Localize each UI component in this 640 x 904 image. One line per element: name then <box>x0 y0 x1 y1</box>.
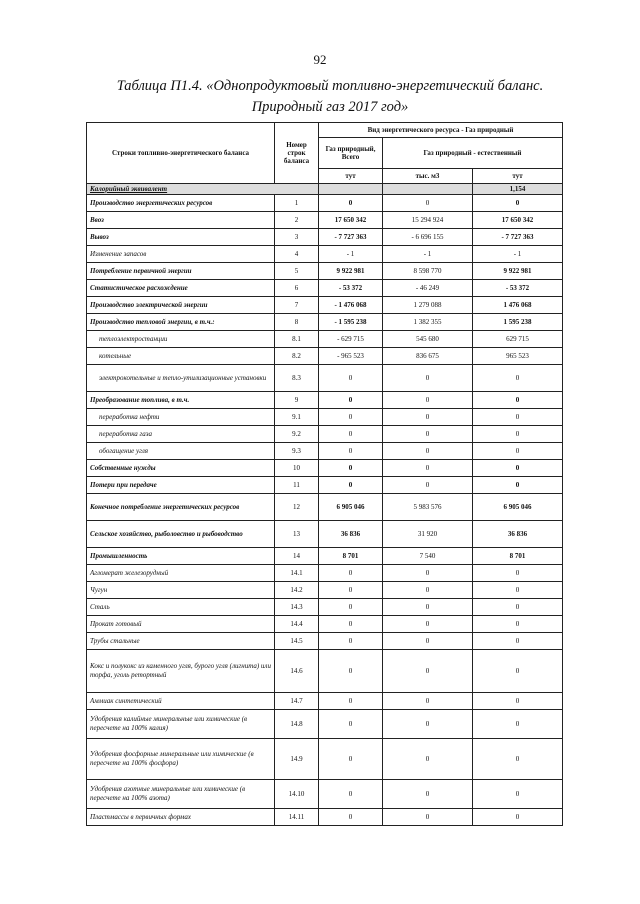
value-total-tut: 0 <box>319 599 383 616</box>
table-row <box>87 693 563 710</box>
value-total-tut: 0 <box>319 460 383 477</box>
row-label: Производство электрической энергии <box>87 297 275 314</box>
value-natural-tut: 629 715 <box>473 331 563 348</box>
table-row <box>87 426 563 443</box>
value-total-tut: 36 836 <box>319 521 383 548</box>
row-number: 14.4 <box>275 616 319 633</box>
value-natural-tut: 0 <box>473 599 563 616</box>
table-row <box>87 477 563 494</box>
table-row <box>87 460 563 477</box>
row-number: 13 <box>275 521 319 548</box>
row-label: Производство энергетических ресурсов <box>87 195 275 212</box>
value-natural-tut: 1 476 068 <box>473 297 563 314</box>
value-natural-tut: 0 <box>473 365 563 392</box>
row-number: 1 <box>275 195 319 212</box>
value-natural-m3: 15 294 924 <box>383 212 473 229</box>
header-resource-group: Вид энергетического ресурса - Газ природный <box>319 123 563 138</box>
value-natural-m3: 0 <box>383 392 473 409</box>
header-natural: Газ природный - естественный <box>383 138 563 169</box>
row-number: 5 <box>275 263 319 280</box>
table-row <box>87 739 563 780</box>
value-natural-tut: 6 905 046 <box>473 494 563 521</box>
row-label: переработка нефти <box>87 409 275 426</box>
value-total-tut: 0 <box>319 565 383 582</box>
value-natural-m3: 0 <box>383 809 473 826</box>
row-label: Агломерат железорудный <box>87 565 275 582</box>
value-natural-m3: - 1 <box>383 246 473 263</box>
table-row <box>87 314 563 331</box>
value-natural-tut: 0 <box>473 739 563 780</box>
row-number: 8 <box>275 314 319 331</box>
value-natural-tut: 0 <box>473 477 563 494</box>
row-number: 8.3 <box>275 365 319 392</box>
calorific-row <box>87 184 563 195</box>
value-natural-tut: 0 <box>473 616 563 633</box>
row-number: 14.8 <box>275 710 319 739</box>
value-natural-m3: 0 <box>383 693 473 710</box>
value-natural-tut: 0 <box>473 409 563 426</box>
table-row <box>87 650 563 693</box>
value-natural-m3: 0 <box>383 780 473 809</box>
table-row <box>87 331 563 348</box>
balance-table <box>86 122 563 826</box>
value-natural-m3: 0 <box>383 710 473 739</box>
value-total-tut: 0 <box>319 633 383 650</box>
row-number: 14.10 <box>275 780 319 809</box>
row-number: 14.3 <box>275 599 319 616</box>
header-row-label: Строки топливно-энергетического баланса <box>87 123 275 184</box>
value-natural-tut: - 7 727 363 <box>473 229 563 246</box>
value-natural-m3: 0 <box>383 616 473 633</box>
value-natural-m3: 0 <box>383 565 473 582</box>
row-number: 14.11 <box>275 809 319 826</box>
value-natural-m3: 1 382 355 <box>383 314 473 331</box>
row-number: 10 <box>275 460 319 477</box>
value-total-tut: - 1 476 068 <box>319 297 383 314</box>
table-row <box>87 297 563 314</box>
value-total-tut: - 1 595 238 <box>319 314 383 331</box>
title-line-2: Природный газ 2017 год» <box>251 99 409 115</box>
value-natural-tut: 0 <box>473 809 563 826</box>
value-natural-m3: 5 983 576 <box>383 494 473 521</box>
value-total-tut: 9 922 981 <box>319 263 383 280</box>
table-row <box>87 521 563 548</box>
value-natural-m3: 8 598 770 <box>383 263 473 280</box>
value-natural-m3: 545 680 <box>383 331 473 348</box>
row-label: Статистическое расхождение <box>87 280 275 297</box>
value-natural-tut: 0 <box>473 195 563 212</box>
value-total-tut: 0 <box>319 650 383 693</box>
row-number: 8.2 <box>275 348 319 365</box>
table-row <box>87 565 563 582</box>
row-number: 14.2 <box>275 582 319 599</box>
row-number: 3 <box>275 229 319 246</box>
value-total-tut: - 629 715 <box>319 331 383 348</box>
value-total-tut: 0 <box>319 710 383 739</box>
table-row <box>87 229 563 246</box>
table-row <box>87 392 563 409</box>
value-natural-tut: 965 523 <box>473 348 563 365</box>
value-natural-tut: 8 701 <box>473 548 563 565</box>
table-row <box>87 280 563 297</box>
unit-natural-m3: тыс. м3 <box>383 169 473 184</box>
value-natural-tut: - 1 <box>473 246 563 263</box>
table-row <box>87 633 563 650</box>
table-row <box>87 494 563 521</box>
table-row <box>87 616 563 633</box>
value-natural-m3: - 6 696 155 <box>383 229 473 246</box>
row-label: обогащение угля <box>87 443 275 460</box>
row-number: 2 <box>275 212 319 229</box>
table-row <box>87 443 563 460</box>
value-natural-m3: 0 <box>383 195 473 212</box>
row-number: 14.7 <box>275 693 319 710</box>
row-number: 9.1 <box>275 409 319 426</box>
table-row <box>87 365 563 392</box>
table-row <box>87 195 563 212</box>
value-natural-tut: 36 836 <box>473 521 563 548</box>
row-label: Вывоз <box>87 229 275 246</box>
value-total-tut: 0 <box>319 780 383 809</box>
row-number: 14.5 <box>275 633 319 650</box>
table-row <box>87 212 563 229</box>
calorific-empty-1 <box>319 184 383 195</box>
value-natural-tut: 0 <box>473 460 563 477</box>
row-label: Ввоз <box>87 212 275 229</box>
row-label: Производство тепловой энергии, в т.ч.: <box>87 314 275 331</box>
table-row <box>87 263 563 280</box>
row-label: Удобрения калийные минеральные или химические (в пересчете на 100% калия) <box>87 710 275 739</box>
row-label: Изменение запасов <box>87 246 275 263</box>
row-label: Прокат готовый <box>87 616 275 633</box>
row-label: электрокотельные и тепло-утилизационные установки <box>87 365 275 392</box>
row-number: 14.6 <box>275 650 319 693</box>
table-row <box>87 809 563 826</box>
row-label: Промышленность <box>87 548 275 565</box>
table-row <box>87 548 563 565</box>
value-total-tut: 0 <box>319 739 383 780</box>
value-total-tut: 0 <box>319 195 383 212</box>
table-row <box>87 348 563 365</box>
value-natural-m3: - 46 249 <box>383 280 473 297</box>
row-label: Сталь <box>87 599 275 616</box>
row-label: Потери при передаче <box>87 477 275 494</box>
title-line-1: Таблица П1.4. «Однопродуктовый топливно-энергетический баланс. <box>116 78 544 94</box>
header-total: Газ природный, Всего <box>319 138 383 169</box>
row-label: Кокс и полукокс из каменного угля, бурого угля (лигнита) или торфа, уголь ретортный <box>87 650 275 693</box>
value-natural-m3: 31 920 <box>383 521 473 548</box>
value-natural-tut: - 53 372 <box>473 280 563 297</box>
value-natural-m3: 0 <box>383 739 473 780</box>
value-natural-m3: 836 675 <box>383 348 473 365</box>
table-row <box>87 582 563 599</box>
value-total-tut: - 965 523 <box>319 348 383 365</box>
table-title <box>100 76 560 118</box>
value-natural-tut: 0 <box>473 650 563 693</box>
value-natural-m3: 7 540 <box>383 548 473 565</box>
value-natural-tut: 0 <box>473 710 563 739</box>
table-row <box>87 599 563 616</box>
row-label: теплоэлектростанции <box>87 331 275 348</box>
value-natural-m3: 0 <box>383 582 473 599</box>
value-total-tut: - 7 727 363 <box>319 229 383 246</box>
row-number: 14.9 <box>275 739 319 780</box>
row-label: Трубы стальные <box>87 633 275 650</box>
value-natural-m3: 0 <box>383 599 473 616</box>
header-row-number: Номер строк баланса <box>275 123 319 184</box>
row-number: 9.2 <box>275 426 319 443</box>
table-row <box>87 409 563 426</box>
table-row <box>87 710 563 739</box>
value-total-tut: 6 905 046 <box>319 494 383 521</box>
row-label: Конечное потребление энергетических ресурсов <box>87 494 275 521</box>
unit-natural-tut: тут <box>473 169 563 184</box>
value-total-tut: - 1 <box>319 246 383 263</box>
value-total-tut: 0 <box>319 426 383 443</box>
value-total-tut: 17 650 342 <box>319 212 383 229</box>
row-number: 14 <box>275 548 319 565</box>
value-natural-tut: 17 650 342 <box>473 212 563 229</box>
value-total-tut: 8 701 <box>319 548 383 565</box>
value-total-tut: 0 <box>319 616 383 633</box>
calorific-label: Калорийный эквивалент <box>87 184 319 195</box>
row-number: 14.1 <box>275 565 319 582</box>
table-row <box>87 246 563 263</box>
row-label: Сельское хозяйство, рыболовство и рыбоводство <box>87 521 275 548</box>
value-total-tut: 0 <box>319 693 383 710</box>
value-natural-m3: 0 <box>383 477 473 494</box>
row-number: 8.1 <box>275 331 319 348</box>
value-total-tut: 0 <box>319 443 383 460</box>
value-total-tut: 0 <box>319 365 383 392</box>
value-natural-tut: 9 922 981 <box>473 263 563 280</box>
calorific-empty-2 <box>383 184 473 195</box>
row-label: переработка газа <box>87 426 275 443</box>
value-natural-m3: 0 <box>383 633 473 650</box>
row-number: 11 <box>275 477 319 494</box>
row-number: 12 <box>275 494 319 521</box>
value-natural-m3: 0 <box>383 365 473 392</box>
row-number: 9 <box>275 392 319 409</box>
value-natural-tut: 0 <box>473 443 563 460</box>
value-natural-tut: 0 <box>473 582 563 599</box>
value-total-tut: 0 <box>319 477 383 494</box>
value-natural-m3: 1 279 088 <box>383 297 473 314</box>
value-total-tut: - 53 372 <box>319 280 383 297</box>
value-natural-m3: 0 <box>383 460 473 477</box>
value-natural-tut: 0 <box>473 426 563 443</box>
value-total-tut: 0 <box>319 582 383 599</box>
value-natural-tut: 0 <box>473 565 563 582</box>
row-label: Потребление первичной энергии <box>87 263 275 280</box>
value-total-tut: 0 <box>319 392 383 409</box>
value-natural-m3: 0 <box>383 443 473 460</box>
value-natural-tut: 0 <box>473 780 563 809</box>
row-number: 4 <box>275 246 319 263</box>
calorific-value: 1,154 <box>473 184 563 195</box>
value-natural-tut: 0 <box>473 392 563 409</box>
value-total-tut: 0 <box>319 809 383 826</box>
row-number: 9.3 <box>275 443 319 460</box>
value-total-tut: 0 <box>319 409 383 426</box>
table-row <box>87 780 563 809</box>
row-label: Удобрения фосфорные минеральные или химические (в пересчете на 100% фосфора) <box>87 739 275 780</box>
row-label: Собственные нужды <box>87 460 275 477</box>
row-label: Удобрения азотные минеральные или химические (в пересчете на 100% азота) <box>87 780 275 809</box>
value-natural-m3: 0 <box>383 650 473 693</box>
unit-total: тут <box>319 169 383 184</box>
value-natural-tut: 1 595 238 <box>473 314 563 331</box>
page-number: 92 <box>313 52 327 67</box>
value-natural-m3: 0 <box>383 409 473 426</box>
balance-table-body <box>87 195 563 826</box>
row-label: котельные <box>87 348 275 365</box>
row-label: Аммиак синтетический <box>87 693 275 710</box>
row-label: Пластмассы в первичных формах <box>87 809 275 826</box>
row-number: 7 <box>275 297 319 314</box>
row-label: Чугун <box>87 582 275 599</box>
value-natural-tut: 0 <box>473 633 563 650</box>
row-label: Преобразование топлива, в т.ч. <box>87 392 275 409</box>
row-number: 6 <box>275 280 319 297</box>
value-natural-tut: 0 <box>473 693 563 710</box>
value-natural-m3: 0 <box>383 426 473 443</box>
